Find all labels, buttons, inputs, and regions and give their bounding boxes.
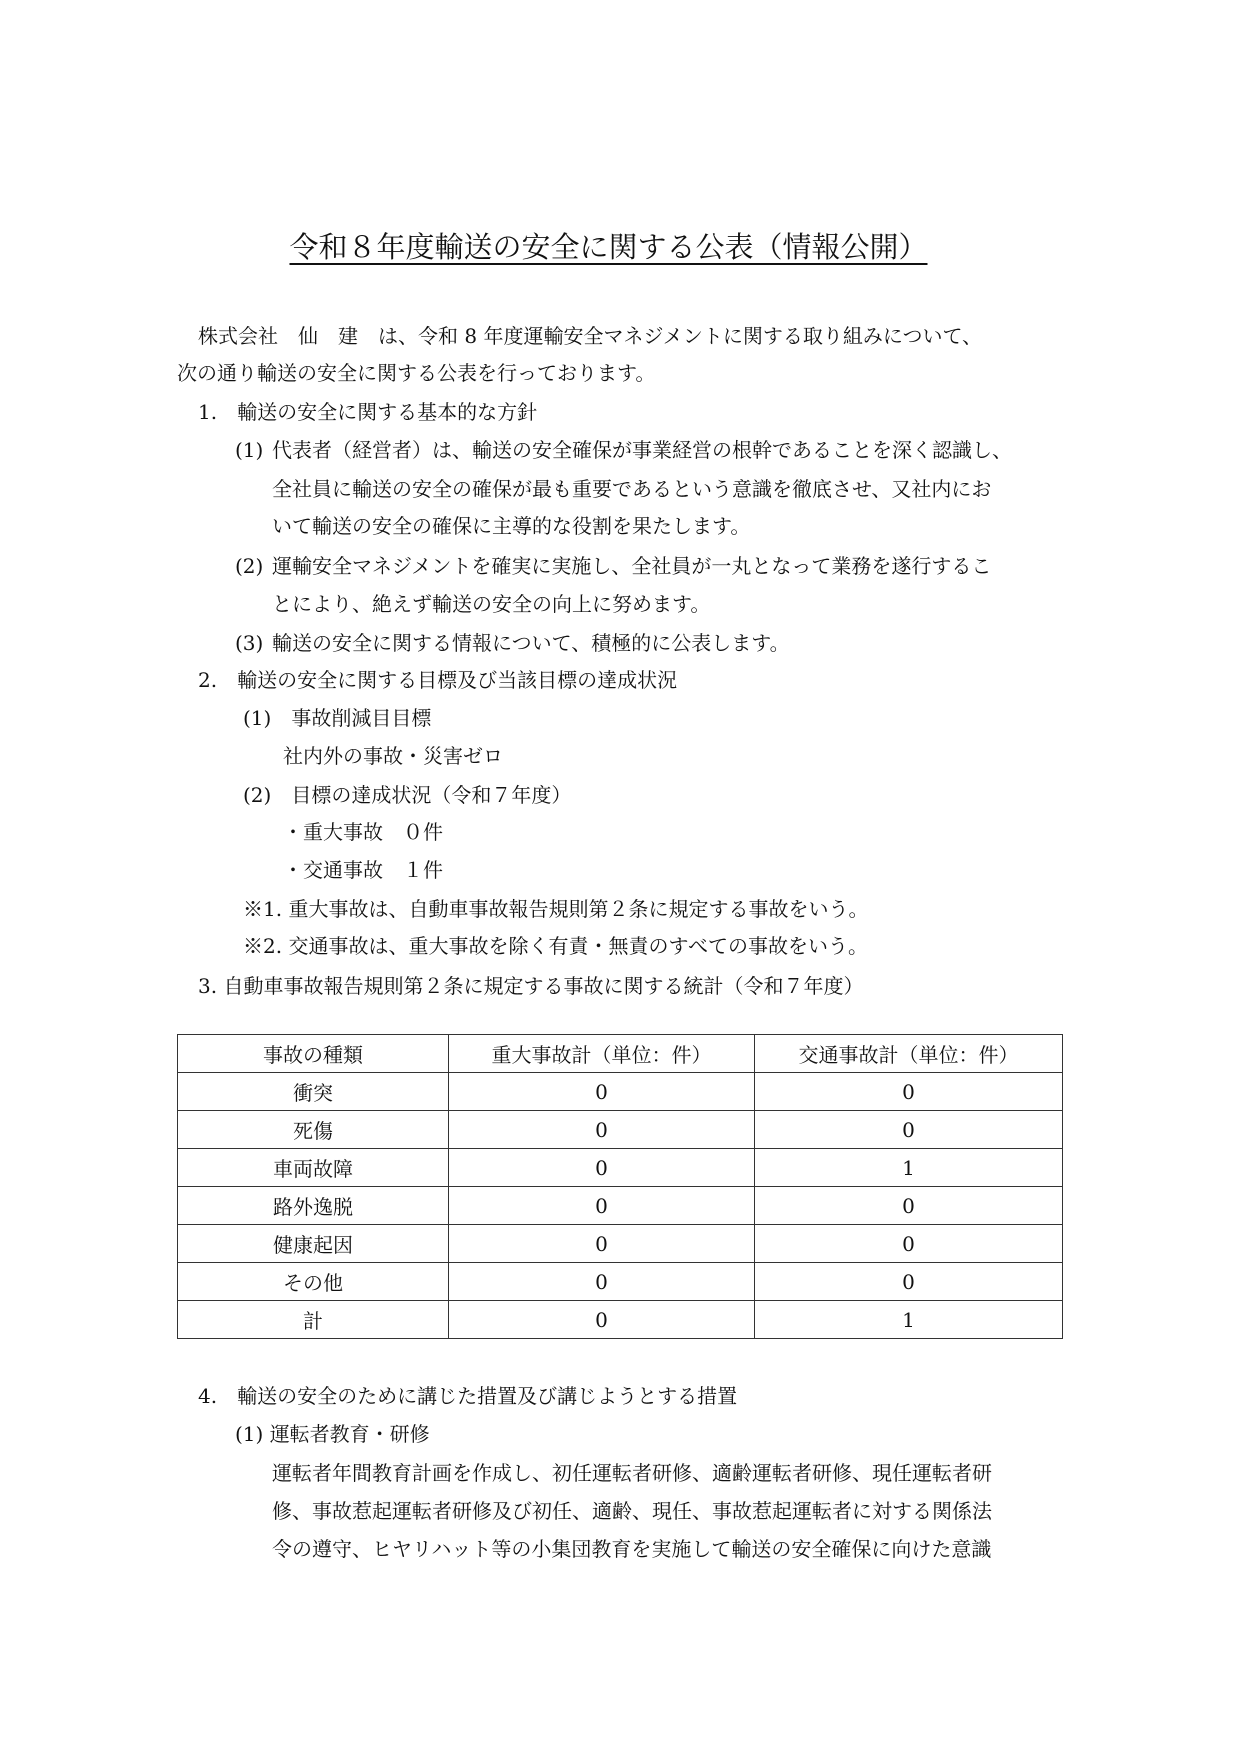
section1-heading: 1. 輸送の安全に関する基本的な方針 <box>198 400 538 424</box>
table-cell: 0 <box>755 1111 1063 1149</box>
table-cell: 死傷 <box>178 1111 449 1149</box>
status-label: (2) 目標の達成状況（令和７年度） <box>243 783 572 807</box>
table-cell: 1 <box>755 1149 1063 1187</box>
section2-heading: 2. 輸送の安全に関する目標及び当該目標の達成状況 <box>198 668 678 692</box>
table-header-row <box>178 1035 1063 1073</box>
target-label: (1) 事故削減目目標 <box>243 706 432 730</box>
section1-item3-line-1: 輸送の安全に関する情報について、積極的に公表します。 <box>272 631 790 655</box>
table-cell: 車両故障 <box>178 1149 449 1187</box>
table-cell: 0 <box>449 1187 755 1225</box>
note-1: ※1. 重大事故は、自動車事故報告規則第２条に規定する事故をいう。 <box>243 897 869 921</box>
table-cell: 衝突 <box>178 1073 449 1111</box>
section1-item1-line-3: いて輸送の安全の確保に主導的な役割を果たします。 <box>272 514 751 538</box>
table-cell: 健康起因 <box>178 1225 449 1263</box>
section4-subheading: (1) 運転者教育・研修 <box>235 1422 430 1446</box>
column-header-traffic: 交通事故計（単位：件） <box>755 1035 1063 1073</box>
table-cell: 0 <box>449 1149 755 1187</box>
table-cell: 0 <box>755 1225 1063 1263</box>
intro-line-2: 次の通り輸送の安全に関する公表を行っております。 <box>177 361 656 385</box>
table-cell: 0 <box>449 1111 755 1149</box>
table-cell: 0 <box>755 1263 1063 1301</box>
table-row <box>178 1263 1063 1301</box>
section4-line-1: 運転者年間教育計画を作成し、初任運転者研修、適齢運転者研修、現任運転者研 <box>272 1461 992 1485</box>
section1-item1-line-1: 代表者（経営者）は、輸送の安全確保が事業経営の根幹であることを深く認識し、 <box>272 438 1012 462</box>
table-cell: 0 <box>449 1073 755 1111</box>
status-item-traffic: ・交通事故 １件 <box>283 858 443 882</box>
table-row <box>178 1111 1063 1149</box>
column-header-type: 事故の種類 <box>178 1035 449 1073</box>
intro-line-1: 株式会社 仙 建 は、令和 8 年度運輸安全マネジメントに関する取り組みについて、 <box>198 324 983 348</box>
table-cell: 路外逸脱 <box>178 1187 449 1225</box>
page-title: 令和８年度輸送の安全に関する公表（情報公開） <box>289 230 928 264</box>
status-item-serious: ・重大事故 ０件 <box>283 820 443 844</box>
table-row <box>178 1187 1063 1225</box>
column-header-serious: 重大事故計（単位：件） <box>449 1035 755 1073</box>
section1-item1-number: (1) <box>235 438 264 462</box>
table-cell: その他 <box>178 1263 449 1301</box>
table-total-row <box>178 1301 1063 1339</box>
section1-item2-number: (2) <box>235 554 264 578</box>
table-cell: 計 <box>178 1301 449 1339</box>
section4-heading: 4. 輸送の安全のために講じた措置及び講じようとする措置 <box>198 1384 738 1408</box>
table-cell: 0 <box>755 1073 1063 1111</box>
section1-item1-line-2: 全社員に輸送の安全の確保が最も重要であるという意識を徹底させ、又社内にお <box>272 477 992 501</box>
table-cell: 0 <box>449 1263 755 1301</box>
section1-item3-number: (3) <box>235 631 264 655</box>
table-row <box>178 1073 1063 1111</box>
table-cell: 0 <box>449 1225 755 1263</box>
accident-statistics-table <box>177 1034 1063 1339</box>
section4-line-3: 令の遵守、ヒヤリハット等の小集団教育を実施して輸送の安全確保に向けた意識 <box>272 1537 992 1561</box>
table-cell: 0 <box>755 1187 1063 1225</box>
note-2: ※2. 交通事故は、重大事故を除く有責・無責のすべての事故をいう。 <box>243 934 869 958</box>
table-cell: 0 <box>449 1301 755 1339</box>
section4-line-2: 修、事故惹起運転者研修及び初任、適齢、現任、事故惹起運転者に対する関係法 <box>272 1499 992 1523</box>
section1-item2-line-2: とにより、絶えず輸送の安全の向上に努めます。 <box>272 592 711 616</box>
table-row <box>178 1225 1063 1263</box>
table-row <box>178 1149 1063 1187</box>
section3-heading: 3. 自動車事故報告規則第２条に規定する事故に関する統計（令和７年度） <box>198 974 864 998</box>
target-value: 社内外の事故・災害ゼロ <box>283 744 503 768</box>
table-cell: 1 <box>755 1301 1063 1339</box>
section1-item2-line-1: 運輸安全マネジメントを確実に実施し、全社員が一丸となって業務を遂行するこ <box>272 554 992 578</box>
